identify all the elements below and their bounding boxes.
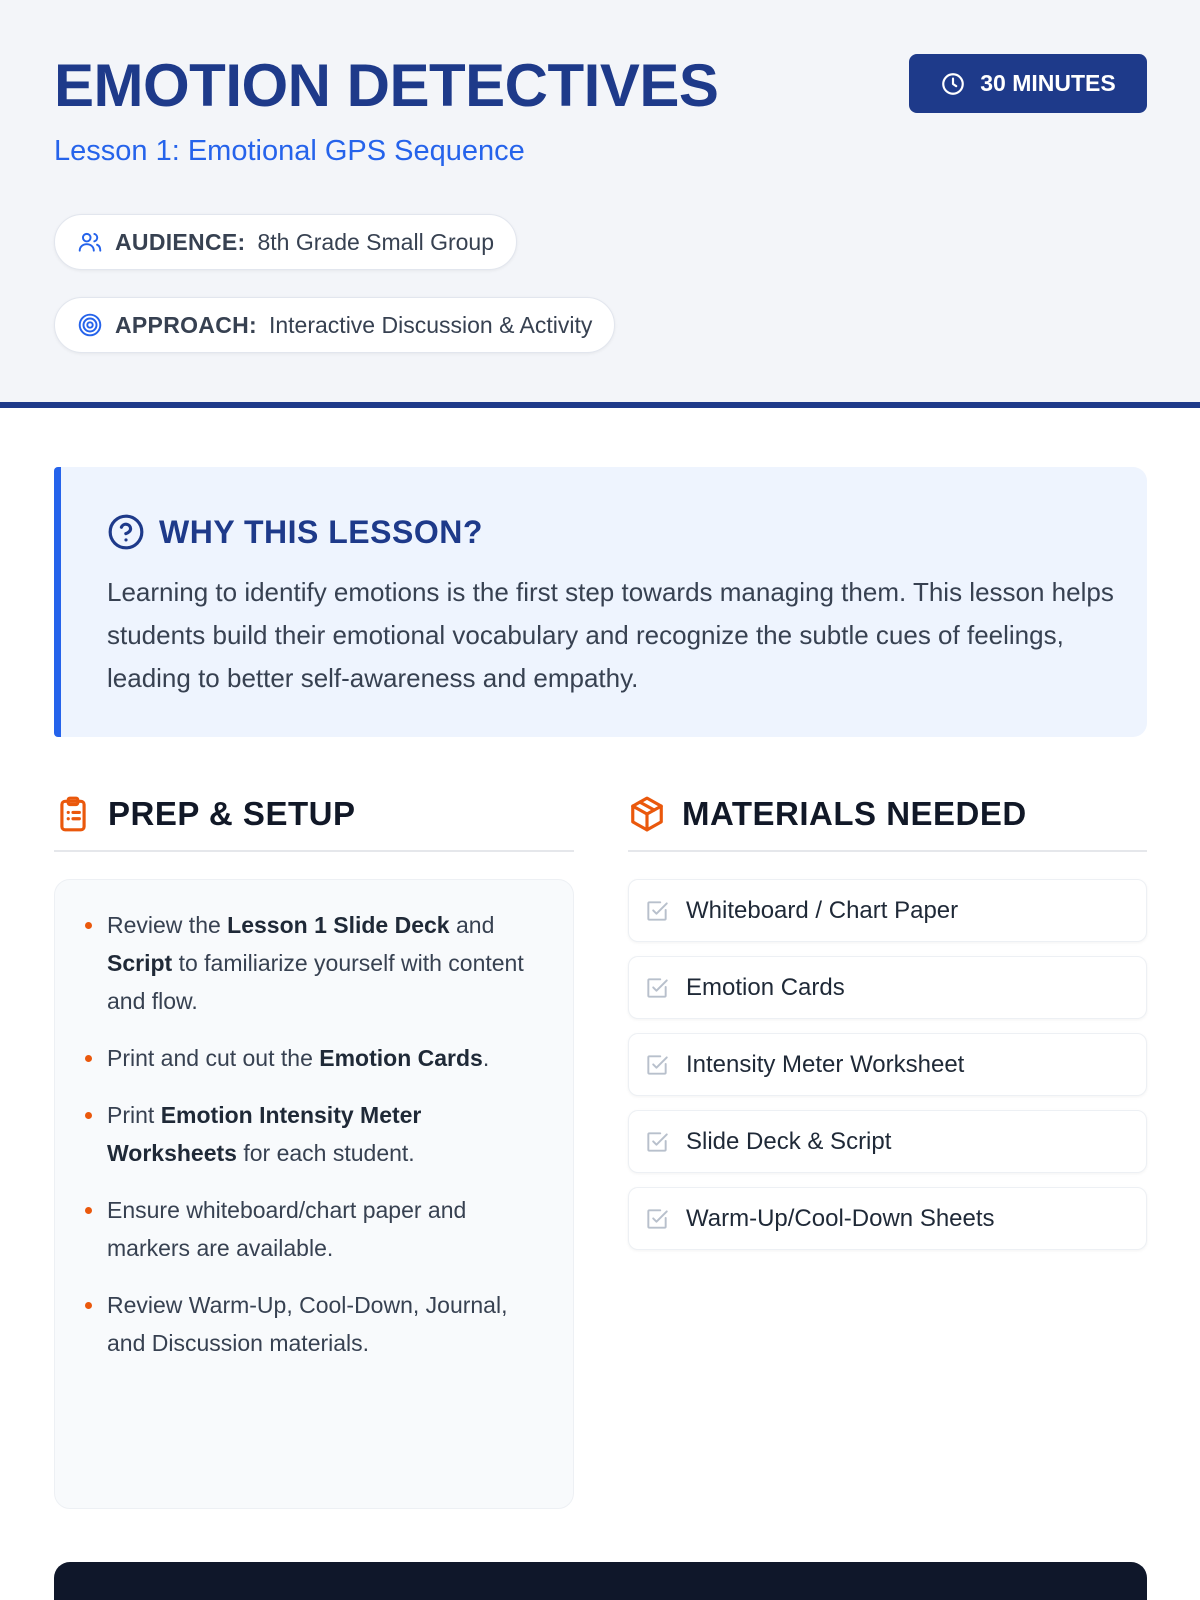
material-label: Intensity Meter Worksheet xyxy=(686,1050,965,1078)
material-label: Warm-Up/Cool-Down Sheets xyxy=(686,1204,995,1232)
material-item[interactable] xyxy=(628,879,1147,942)
check-square-icon xyxy=(644,975,670,1001)
check-square-icon xyxy=(644,1129,670,1155)
prep-heading xyxy=(54,795,355,833)
package-icon xyxy=(628,795,666,833)
footer-bar xyxy=(54,1562,1147,1600)
duration-badge xyxy=(909,54,1147,113)
users-icon xyxy=(77,229,103,255)
prep-item: Print and cut out the Emotion Cards. xyxy=(83,1039,549,1077)
clock-icon xyxy=(940,71,966,97)
prep-list xyxy=(83,906,549,1362)
material-item[interactable] xyxy=(628,1110,1147,1173)
prep-item: Ensure whiteboard/chart paper and markers are available. xyxy=(83,1191,549,1267)
prep-list-card xyxy=(54,879,574,1509)
audience-value: 8th Grade Small Group xyxy=(257,228,494,255)
material-label: Slide Deck & Script xyxy=(686,1127,892,1155)
material-item[interactable] xyxy=(628,956,1147,1019)
materials-divider xyxy=(628,850,1147,852)
page-title: EMOTION DETECTIVES xyxy=(54,52,719,119)
prep-item: Review Warm-Up, Cool-Down, Journal, and Discussion materials. xyxy=(83,1286,549,1362)
audience-label: AUDIENCE: xyxy=(115,228,246,255)
prep-item: Review the Lesson 1 Slide Deck and Script to familiarize yourself with content and flow. xyxy=(83,906,549,1020)
check-square-icon xyxy=(644,898,670,924)
approach-pill xyxy=(54,297,615,353)
lesson-subtitle: Lesson 1: Emotional GPS Sequence xyxy=(54,135,525,167)
why-body: Learning to identify emotions is the first step towards managing them. This lesson helps students build their emotional vocabulary and recognize the subtle cues of feelings, leading to better self-awareness and empathy. xyxy=(107,577,1114,693)
why-title: WHY THIS LESSON? xyxy=(159,513,483,550)
approach-label: APPROACH: xyxy=(115,311,257,338)
material-label: Emotion Cards xyxy=(686,973,845,1001)
materials-heading xyxy=(628,795,1027,833)
prep-item: Print Emotion Intensity Meter Worksheets for each student. xyxy=(83,1096,549,1172)
materials-title: MATERIALS NEEDED xyxy=(682,795,1027,832)
audience-pill xyxy=(54,214,517,270)
approach-value: Interactive Discussion & Activity xyxy=(268,311,593,338)
clipboard-list-icon xyxy=(54,795,92,833)
check-square-icon xyxy=(644,1052,670,1078)
material-item[interactable] xyxy=(628,1187,1147,1250)
target-icon xyxy=(77,312,103,338)
question-circle-icon xyxy=(107,513,145,551)
material-label: Whiteboard / Chart Paper xyxy=(686,896,959,924)
why-this-lesson-card xyxy=(54,467,1147,737)
material-item[interactable] xyxy=(628,1033,1147,1096)
prep-title: PREP & SETUP xyxy=(108,795,356,832)
prep-divider xyxy=(54,850,574,852)
why-heading xyxy=(107,513,483,551)
check-square-icon xyxy=(644,1206,670,1232)
duration-text: 30 MINUTES xyxy=(980,70,1116,96)
lesson-header xyxy=(0,0,1200,408)
